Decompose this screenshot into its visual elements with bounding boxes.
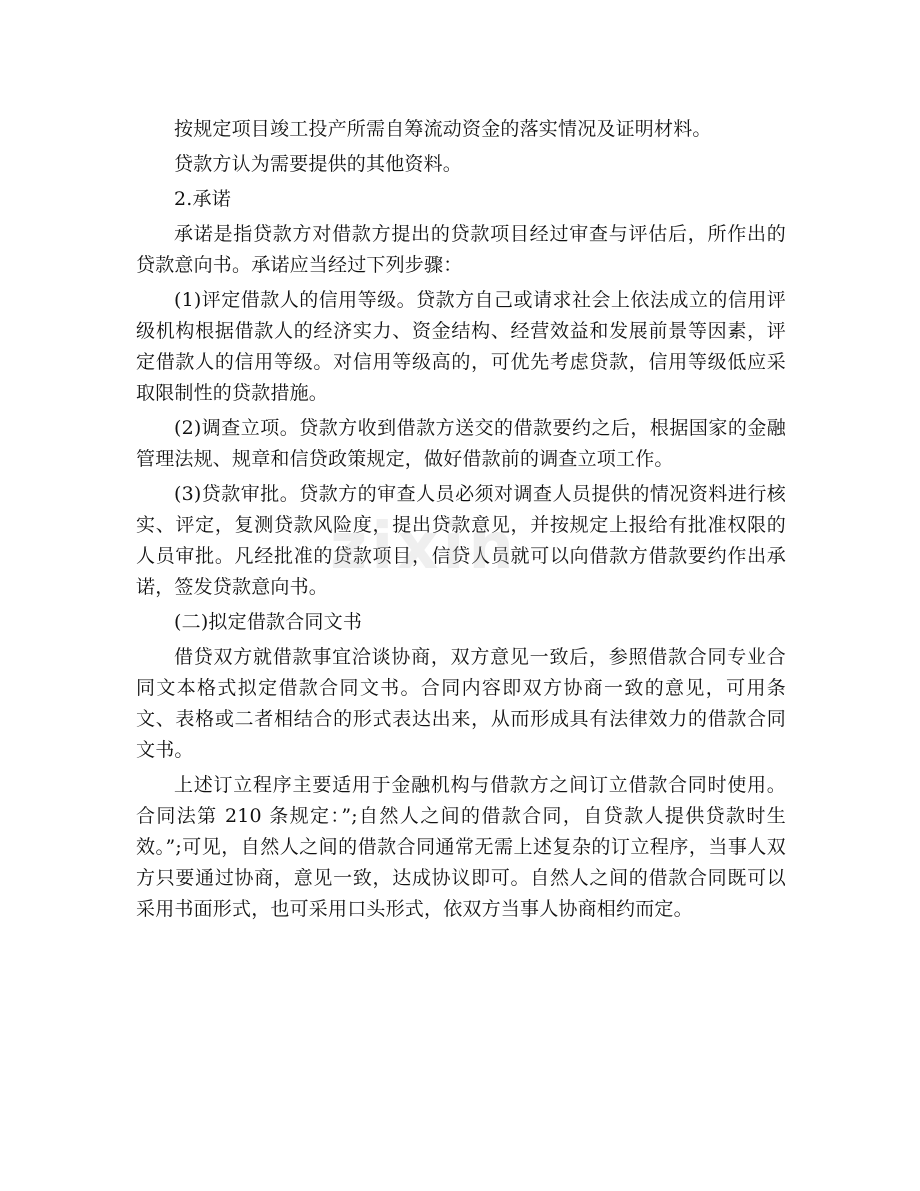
section-heading-drafting: (二)拟定借款合同文书 xyxy=(174,611,363,633)
paragraph-step-3: (3)贷款审批。贷款方的审查人员必须对调查人员提供的情况资料进行核实、评定，复测贷款风险度，提出贷款意见，并按规定上报给有批准权限的人员审批。凡经批准的贷款项目，信贷人员就可以向借款方借款要约作出承诺，签发贷款意向书。 xyxy=(136,483,786,598)
paragraph-commitment-definition: 承诺是指贷款方对借款方提出的贷款项目经过审查与评估后，所作出的贷款意向书。承诺应当经过下列步骤： xyxy=(136,223,786,276)
watermark: zixin xyxy=(330,510,518,584)
paragraph-applicability: 上述订立程序主要适用于金融机构与借款方之间订立借款合同时使用。合同法第 210 条规定：”;自然人之间的借款合同，自贷款人提供贷款时生效。”;可见，自然人之间的借款合同通常无需上述复杂的订立程序，当事人双方只要通过协商，意见一致，达成协议即可。自然人之间的借款合同既可以采用书面形式，也可采用口头形式，依双方当事人协商相约而定。 xyxy=(136,774,786,920)
document-body xyxy=(136,114,786,929)
paragraph-step-1: (1)评定借款人的信用等级。贷款方自己或请求社会上依法成立的信用评级机构根据借款人的经济实力、资金结构、经营效益和发展前景等因素，评定借款人的信用等级。对信用等级高的，可优先考虑贷款，信用等级低应采取限制性的贷款措施。 xyxy=(136,289,786,404)
paragraph-drafting: 借贷双方就借款事宜洽谈协商，双方意见一致后，参照借款合同专业合同文本格式拟定借款合同文书。合同内容即双方协商一致的意见，可用条文、表格或二者相结合的形式表达出来，从而形成具有法律效力的借款合同文书。 xyxy=(136,646,786,761)
paragraph-other-materials: 贷款方认为需要提供的其他资料。 xyxy=(174,153,463,175)
paragraph-step-2: (2)调查立项。贷款方收到借款方送交的借款要约之后，根据国家的金融管理法规、规章和信贷政策规定，做好借款前的调查立项工作。 xyxy=(136,417,786,470)
paragraph-materials: 按规定项目竣工投产所需自筹流动资金的落实情况及证明材料。 xyxy=(174,118,712,140)
section-heading-commitment: 2.承诺 xyxy=(174,188,231,210)
